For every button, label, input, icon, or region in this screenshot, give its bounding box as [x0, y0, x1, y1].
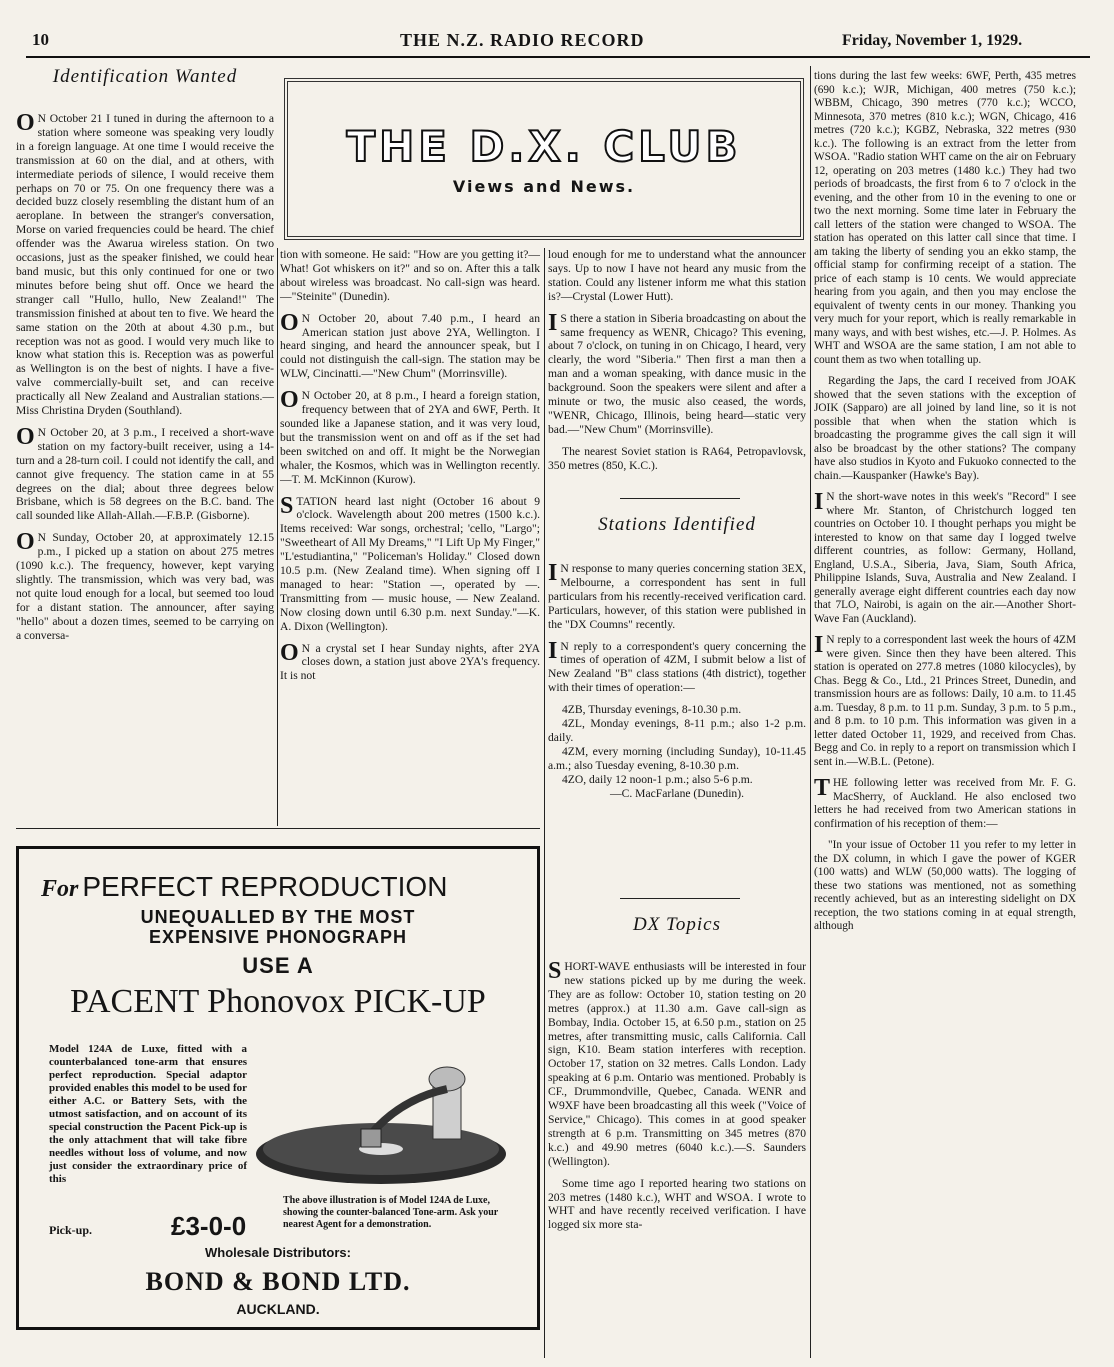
letter-sunday: O N Sunday, October 20, at approximately 12.15 p.m., I picked up a station on about 275 metres (1090 k.c.). The frequency, however, kept varying slightly. The transmission, which was very bad, was not quite loud enough for a local, but seemed too loud for a distant station. The announcer, after saying "hello" about a dozen times, seemed to be carrying on a conversa-: [16, 529, 274, 642]
banner-title: THE D.X. CLUB: [346, 122, 742, 171]
letter-newchum-1: O N October 20, about 7.40 p.m., I heard an American station just above 2YA, Wellington. I heard singing, and heard the announcer speak, but I could not distinguish the call-sign. The station may be WLW, Cincinatti.—"New Chum" (Morrinsville).: [280, 309, 540, 381]
times-4zb: 4ZB, Thursday evenings, 8-10.30 p.m.: [562, 703, 742, 717]
letter-saunders: SHORT-WAVE enthusiasts will be interested in four new stations picked up by me during the week. They are as follow: October 10, station testing on 20 metres (approx.) at 11.30 a.m. Gave call-sign as Bombay, India. October 15, at 6.50 p.m., station on 25 metres, after transmitting music, calls California. Call sign, K10. Beam station interferes with reception. October 17, station on 32 metres. Calls London. Lady speaking at 6 p.m. Ontario was mentioned. Probably is CF., Drummondville, Quebec, Canada. WENR and W9XF have been broadcasting all this week ("Voice of Service," Chicago). This comes in at good speaker strength at 6 p.m. Transmitting on 345 metres (870 k.c.) and 49.90 metres (6040 k.c.).—S. Saunders (Wellington).: [548, 958, 806, 1168]
letter-twelve-countries: I N the short-wave notes in this week's "Record" I see where Mr. Stanton, of Christchurch logged ten countries on October 10. I thought perhaps you might be interested to know on that same day I logged twelve different countries, as follow: Germany, Holland, England, U.S.A., Siberia, Java, Siam, South Africa, Philippine Islands, Suva, Australia and New Zealand. I generally average eight different countries each day now that 7LO, Nairobi, is again on the air.—Another Short-Wave Fan (Auckland).: [814, 489, 1076, 625]
letter-wsoa: tions during the last few weeks: 6WF, Perth, 435 metres (690 k.c.); WJR, Michigan, 400 metres (750 k.c.); WBBM, Chicago, 390 metres (770 k.c.); WCCO, Minnesota, 370 metres (810 k.c.); WGN, Chicago, 416 metres (720 k.c.); KGBZ, Nebraska, 322 metres (930 k.c.). The following is an extract from the letter from WSOA. "Radio station WHT came on the air on February 12, operating on 203 metres (1480 k.c.) They had two periods of broadcasts, the first from 6 to 7 o'clock in the evening, and the other from 10 in the evening to one or two the next morning. Some time later in February the call letters of the station were changed to WSOA. The station has operated on this latter call since that time. I am taking the liberty of sending you an ekko stamp, the official stamp for confirming receipt of a station. The price of each stamp is 10 cents. We would appreciate hearing from you again, and then you may enclose the equivalent of twenty cents in our money. Thanking you very much for your report, which is really remarkable in many ways, and with best wishes, etc.—J. P. Holmes. As WHT and WSOA are the same station, I am not able to count them as two when totalling up.: [814, 70, 1076, 366]
divider-3: [810, 66, 811, 1358]
letter-dixon: STATION heard last night (October 16 about 9 o'clock. Wavelength about 200 metres (1500 k.c.). Items received: War songs, orchestral; 'cello, "Largo"; "Sweetheart of All My Dreams," "I Lift Up My Finger," "L'estudiantina," "Policeman's Holiday." Closed down 10.5 p.m. (New Zealand time). When signing off I managed to hear: "Station —, operated by —. Transmitting from — music house, — New Zealand. Now closing down until 6.30 p.m. next Sunday."—K. A. Dixon (Wellington).: [280, 492, 540, 633]
letter-siberia: I S there a station in Siberia broadcasting on about the same frequency as WENR, Chicago? This evening, about 7 o'clock, on tuning in on Chicago, I heard, very clearly, the word "Siberia." Then first a man then a man and a woman speaking, with dance music in the background. Soon the speakers were silent and after a minute or two, the music also ceased, the words, "WENR, Chicago, Illinois, being heard—static very bad.—"New Chum" (Morrinsville).: [548, 309, 806, 436]
letter-macsherry: THE following letter was received from Mr. F. G. MacSherry, of Auckland. He also enclosed two letters he had received from two American stations in confirmation of his reception of them:—: [814, 775, 1076, 830]
dx-club-banner: [284, 78, 804, 240]
column-3b: [548, 562, 806, 809]
ad-firm: BOND & BOND LTD.: [145, 1267, 411, 1296]
ad-caption: The above illustration is of Model 124A de Luxe, showing the counter-balanced Tone-arm. Ask your nearest Agent for a demonstration.: [283, 1195, 499, 1230]
column-3c: [548, 960, 806, 1240]
col3-rule-2: [620, 898, 740, 899]
letter-crystal-start: O N a crystal set I hear Sunday nights, after 2YA closes down, a station just above 2YA's frequency. It is not: [280, 639, 540, 683]
divider-1: [277, 248, 278, 826]
column-1: [16, 112, 274, 651]
ad-city: AUCKLAND.: [236, 1301, 320, 1317]
masthead-title: THE N.Z. RADIO RECORD: [400, 30, 645, 50]
ad-headline: For PERFECT REPRODUCTION: [41, 871, 448, 902]
letter-dryden: O N October 21 I tuned in during the afternoon to a station where someone was speaking very loudly in a foreign language. At one time I would receive the transmission at 60 on the dial, and at others, with intermediate periods of silence, I would receive them perhaps on 70 or 75. On one frequency there was a decided buzz closely resembling the distant hum of an aeroplane. In between the stranger's conversation, Morse on varied frequencies could be heard. The chief offender was the Awarua wireless station. On two occasions, just as the speaker finished, we could hear band music, but this only continued for one or two minutes before being shut off. Once we heard the stranger call "Hullo, hullo, New Zealand!" The transmission finished at about ten to five. We heard the same station on the 20th at about 4.30 p.m., but reception was not as good. I would very much like to know what station this is. Reception was as powerful as Wellington is on the best of nights. I have a five-valve commercially-built set, and can receive practically all New Zealand and Australian stations.—Miss Christina Dryden (Southland).: [16, 110, 274, 418]
ad-body: Model 124A de Luxe, fitted with a counterbalanced tone-arm that ensures perfect reproduction. Special adaptor provided enables this model to be used for either A.C. or Battery Sets, with the utmost satisfaction, and on account of its special construction the Pacent Pick-up is the only attachment that will take fibre needles without loss of volume, and now just consider the extraordinary price of this: [49, 1043, 247, 1185]
letter-4zm-times: I N reply to a correspondent's query concerning the times of operation of 4ZM, I submit below a list of New Zealand "B" class stations (4th district), together with their times of operation:—: [548, 637, 806, 695]
letter-crystal-end: loud enough for me to understand what the announcer says. Up to now I have not heard any music from the station. Could any listener inform me what this station is?—Crystal (Lower Hutt).: [548, 248, 806, 303]
issue-date: Friday, November 1, 1929.: [842, 32, 1023, 49]
letter-japs: Regarding the Japs, the card I received from JOAK showed that the seven stations with the exception of JOIK (Sapparo) are all joined by land line, so it is not possible that when when the station which is broadcasting the programme gives the call sign it will also be broadcast by the other stations? The company have also studios in Kyoto and Fukuoko connected to the chain.—Kauspanker (Hawke's Bay).: [814, 375, 1076, 482]
pacent-advertisement: [16, 846, 540, 1330]
letter-kger: "In your issue of October 11 you refer to my letter in the DX column, in which I gave the power of KGER (100 watts) and WLW (50,000 watts). The logging of these two stations was mentioned, not as something recently achieved, but as an interesting sidelight on DX reception, the two stations coming in at equal strength, although: [814, 839, 1076, 932]
letter-4zm-hours: I N reply to a correspondent last week the hours of 4ZM were given. Since then they have been altered. This station is operated on 277.8 metres (1080 kilocycles), by Chas. Begg & Co., Ltd., 21 Princes Street, Dunedin, and transmission hours are as follows: Daily, 10 a.m. to 11.45 a.m. Tuesday, 8 p.m. to 11 p.m. Sunday, 3 p.m. to 5 p.m., and 8 p.m. to 10 p.m. This information was given in a letter dated October 11, 1929, and received from Chas. Begg and Co. in reply to a report on transmission which I sent in.—W.B.L. (Petone).: [814, 632, 1076, 768]
letter-mckinnon: O N October 20, at 8 p.m., I heard a foreign station, frequency between that of 2YA and 6WF, Perth. It sounded like a Japanese station, and it was very loud, but the transmission went on and off as if the set had been switched on and off. It might be the Norwegian whaler, the Kosmos, which was in Wellington recently.—T. M. McKinnon (Kurow).: [280, 387, 540, 486]
letter-fbp: O N October 20, at 3 p.m., I received a short-wave station on my factory-built receiver, using a 14-turn and a 28-turn coil. I could not identify the call, and cannot give frequency. The station came in at 55 degrees on the dial; about three degrees below Brisbane, which is 58 degrees on the B.C. band. The call sounded like Allah-Allah.—F.B.P. (Gisborne).: [16, 423, 274, 523]
ad-use-a: USE A: [242, 953, 314, 978]
soviet-note: The nearest Soviet station is RA64, Petropavlovsk, 350 metres (850, K.C.).: [548, 444, 806, 472]
letter-3ex: I N response to many queries concerning station 3EX, Melbourne, a correspondent has sent in full particulars from his recently-received verification card. Particulars, however, of this station were published in the "DX Coumns" recently.: [548, 560, 806, 631]
times-4zm: 4ZM, every morning (including Sunday), 10-11.45 a.m.; also Tuesday evening, 8-10.30 p.m.: [548, 744, 806, 772]
ad-expensive: EXPENSIVE PHONOGRAPH: [148, 927, 408, 947]
ad-price: £3-0-0: [171, 1211, 247, 1241]
ad-top-rule: [16, 828, 540, 829]
times-4zl: 4ZL, Monday evenings, 8-11 p.m.; also 1-2 p.m. daily.: [548, 717, 806, 744]
section-heading-identification: Identification Wanted: [52, 66, 238, 87]
ad-product-name: PACENT Phonovox PICK-UP: [70, 983, 486, 1020]
ad-wholesale: Wholesale Distributors:: [205, 1245, 351, 1260]
ad-pickup: Pick-up.: [49, 1223, 93, 1237]
divider-2: [544, 248, 545, 1358]
section-heading-dx-topics: DX Topics: [632, 914, 721, 935]
section-heading-stations-identified: Stations Identified: [598, 514, 756, 535]
header-rule: [26, 56, 1090, 58]
ad-unequalled: UNEQUALLED BY THE MOST: [140, 907, 416, 927]
times-4zo: 4ZO, daily 12 noon-1 p.m.; also 5-6 p.m.: [562, 772, 753, 786]
column-2: [280, 248, 540, 691]
signature-macfarlane: —C. MacFarlane (Dunedin).: [610, 786, 744, 800]
banner-subtitle: Views and News.: [452, 177, 636, 196]
letter-steinite: tion with someone. He said: "How are you getting it?—What! Got whiskers on it?" and so on. After this a talk about wireless was broadcast. No call-sign was heard.—"Steinite" (Dunedin).: [280, 248, 540, 303]
page-number: 10: [32, 30, 49, 49]
letter-wht: Some time ago I reported hearing two stations on 203 metres (1480 k.c.), WHT and WSOA. I wrote to WHT and have recently received verification. I have logged six more sta-: [548, 1176, 806, 1232]
col3-rule-1: [620, 498, 740, 499]
column-4: [814, 70, 1076, 942]
column-3: [548, 248, 806, 481]
pickup-illustration: [251, 1039, 521, 1189]
